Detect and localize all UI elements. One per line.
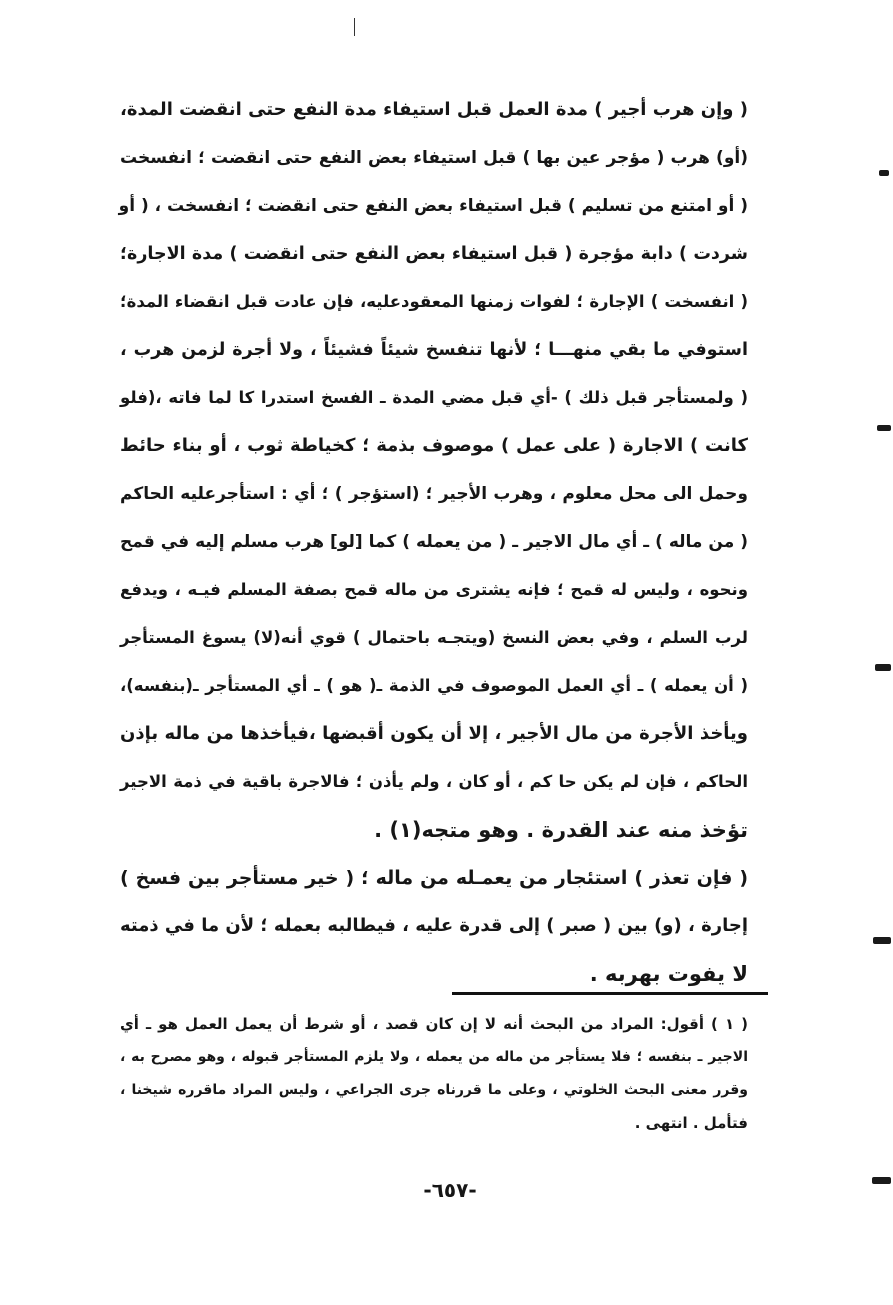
text-line: ( من ماله ) ـ أي مال الاجير ـ ( من يعمله ) كما [لو] هرب مسلم إليه في قمح — [120, 532, 748, 552]
text-line: لا يفوت بهربه . — [589, 962, 748, 986]
text-line: ويأخذ الأجرة من مال الأجير ، إلا أن يكون أقبضها ،فيأخذها من ماله بإذن — [120, 723, 748, 744]
text-line: ( أن يعمله ) ـ أي العمل الموصوف في الذمة ـ( هو ) ـ أي المستأجر ـ(بنفسه)، — [120, 676, 748, 695]
edge-mark — [879, 170, 889, 176]
edge-mark — [877, 425, 891, 431]
footnote-block — [120, 1008, 748, 1140]
text-line: ( فإن تعذر ) استئجار من يعمـله من ماله ؛ ( خير مستأجر بين فسخ ) — [120, 867, 748, 889]
text-line: إجارة ، (و) بين ( صبر ) إلى قدرة عليه ، فيطالبه بعمله ؛ لأن ما في ذمته — [120, 915, 748, 936]
text-line: ( أو امتنع من تسليم ) قبل استيفاء بعض النفع حتى انقضت ؛ انفسخت ، ( أو — [118, 196, 748, 216]
page-number: -٦٥٧- — [423, 1178, 477, 1202]
text-line: وحمل الى محل معلوم ، وهرب الأجير ؛ (استؤجر ) ؛ أي : استأجرعليه الحاكم — [120, 484, 748, 504]
footnote-separator — [452, 992, 768, 995]
main-text — [120, 86, 748, 998]
text-line: ( انفسخت ) الإجارة ؛ لفوات زمنها المعقودعليه، فإن عادت قبل انقضاء المدة؛ — [120, 292, 748, 311]
text-line: ( ولمستأجر قبل ذلك ) -أي قبل مضي المدة ـ الفسخ استدرا كا لما فاته ،(فلو — [120, 388, 748, 407]
text-line: شردت ) دابة مؤجرة ( قبل استيفاء بعض النفع حتى انقضت ) مدة الاجارة؛ — [120, 244, 748, 264]
edge-mark — [875, 664, 891, 671]
text-line: ونحوه ، وليس له قمح ؛ فإنه يشترى من ماله قمح بصفة المسلم فيـه ، ويدفع — [120, 580, 748, 599]
edge-mark — [873, 937, 891, 944]
text-line: استوفي ما بقي منهـــا ؛ لأنها تنفسخ شيئاً فشيئاً ، ولا أجرة لزمن هرب ، — [120, 340, 748, 360]
footnote-line: وقرر معنى البحث الخلوتي ، وعلى ما قررناه جرى الجراعي ، وليس المراد ماقرره شيخنا ، — [120, 1082, 748, 1098]
text-line: ( وإن هرب أجير ) مدة العمل قبل استيفاء مدة النفع حتى انقضت المدة، — [120, 99, 748, 120]
text-line: الحاكم ، فإن لم يكن حا كم ، أو كان ، ولم يأذن ؛ فالاجرة باقية في ذمة الاجير — [120, 772, 748, 791]
footnote-line: فتأمل . انتهى . — [634, 1114, 748, 1132]
text-line: تؤخذ منه عند القدرة . وهو متجه(١) . — [374, 818, 748, 842]
text-line: لرب السلم ، وفي بعض النسخ (ويتجـه باحتمال ) قوي أنه(لا) يسوغ المستأجر — [120, 628, 748, 647]
footnote-line: الاجير ـ بنفسه ؛ فلا يستأجر من ماله من يعمله ، ولا يلزم المستأجر قبوله ، وهو مصرح به ، — [120, 1049, 748, 1065]
edge-mark — [872, 1177, 891, 1184]
footnote-line: ( ١ ) أقول: المراد من البحث أنه لا إن كان قصد ، أو شرط أن يعمل العمل هو ـ أي — [120, 1015, 749, 1033]
top-margin-mark — [354, 18, 355, 36]
text-line: كانت ) الاجارة ( على عمل ) موصوف بذمة ؛ كخياطة ثوب ، أو بناء حائط — [120, 435, 748, 456]
text-line: (أو) هرب ( مؤجر عين بها ) قبل استيفاء بعض النفع حتى انقضت ؛ انفسخت — [120, 148, 748, 168]
